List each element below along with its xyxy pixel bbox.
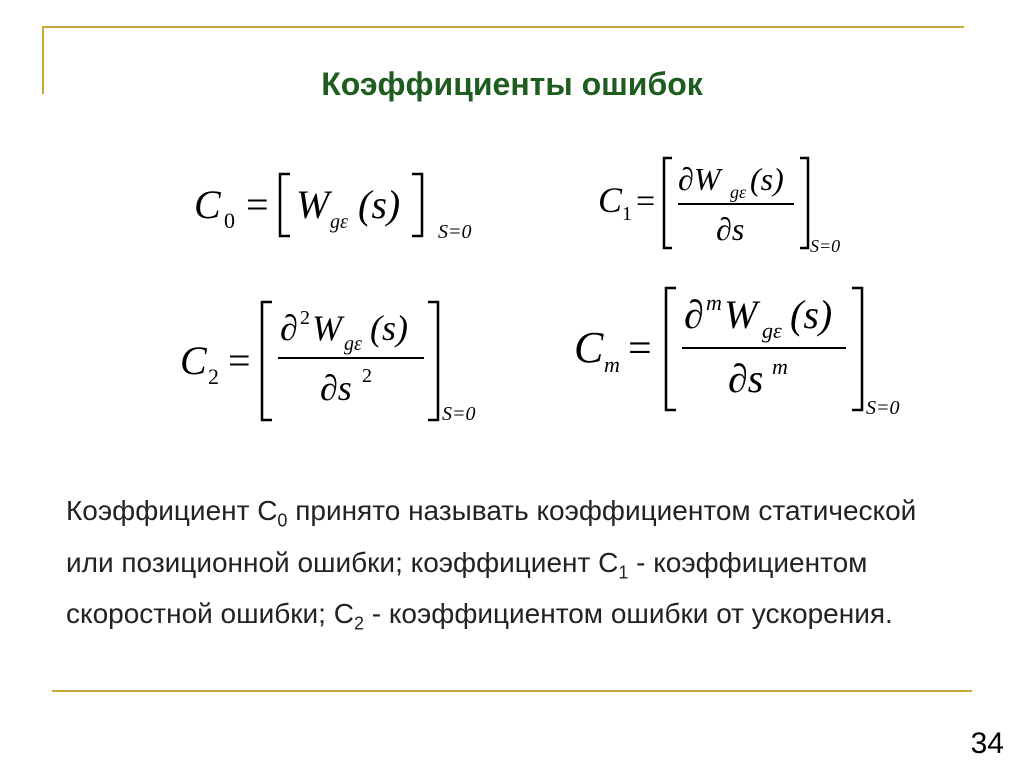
c2-lhs-sub: 2 (208, 364, 219, 389)
formula-c1 (594, 152, 874, 256)
c0-right-bracket (412, 174, 422, 236)
page-number: 34 (970, 727, 1004, 760)
para-sub-2: 2 (353, 613, 364, 634)
c2-num-sub: gε (344, 333, 362, 355)
cm-lhs-sub: m (604, 352, 620, 377)
frame-bottom-line (52, 690, 972, 692)
c1-num-arg: (s) (750, 161, 784, 197)
cm-right-bracket (852, 288, 862, 410)
c2-lhs: C (180, 338, 207, 383)
c2-right-bracket (428, 302, 438, 420)
c2-num-d: ∂ (280, 308, 298, 348)
cm-den: ∂s (728, 356, 764, 401)
c0-left-bracket (280, 174, 290, 236)
c2-at: S=0 (442, 403, 476, 425)
formula-cm (570, 282, 920, 422)
c0-arg: (s) (358, 182, 401, 227)
slide-title: Коэффициенты ошибок (321, 66, 703, 102)
c2-eq: = (228, 338, 251, 383)
explanation-paragraph (66, 490, 946, 645)
c0-eq: = (246, 182, 269, 227)
para-sub-1: 1 (618, 562, 629, 583)
para-part-1: Коэффициент С (66, 495, 278, 526)
c2-num-arg: (s) (370, 308, 408, 348)
cm-den-pow: m (772, 354, 788, 379)
formula-c2 (176, 294, 496, 430)
cm-num-w: W (724, 292, 758, 337)
c0-at: S=0 (438, 221, 472, 243)
cm-num-sub: gε (762, 318, 782, 343)
frame-top-line (42, 26, 964, 28)
c1-den: ∂s (716, 211, 745, 247)
c0-lhs-sub: 0 (224, 208, 235, 233)
cm-left-bracket (666, 288, 676, 410)
c0-lhs: C (194, 182, 221, 227)
cm-eq: = (628, 326, 652, 372)
para-part-2: принято называть коэффициентом статической или позиционной ошибки; коэффициент С (66, 495, 917, 578)
c1-right-bracket (800, 158, 808, 248)
cm-num-d: ∂ (684, 292, 704, 337)
c1-lhs-sub: 1 (622, 203, 632, 225)
c2-num-w: W (312, 308, 342, 348)
cm-num-pow: m (706, 290, 722, 315)
c1-num: ∂W (678, 161, 721, 197)
c2-num-pow: 2 (300, 307, 310, 329)
c1-eq: = (636, 183, 656, 220)
c1-num-sub: gε (730, 182, 747, 202)
c0-w: W (296, 182, 330, 227)
cm-num-arg: (s) (790, 292, 833, 337)
cm-lhs: C (574, 323, 604, 372)
para-sub-0: 0 (277, 510, 288, 531)
para-part-3: - коэффициентом скоростной ошибки; С (66, 546, 868, 630)
cm-at: S=0 (866, 397, 900, 419)
c1-lhs: C (598, 180, 623, 220)
c1-at: S=0 (810, 236, 841, 256)
c2-den-pow: 2 (362, 365, 372, 387)
c1-left-bracket (664, 158, 672, 248)
para-part-4: - коэффициентом ошибки от ускорения. (363, 598, 893, 630)
formula-c0 (190, 168, 490, 248)
c0-w-sub: gε (330, 211, 348, 233)
c2-left-bracket (262, 302, 272, 420)
c2-den: ∂s (320, 368, 352, 408)
